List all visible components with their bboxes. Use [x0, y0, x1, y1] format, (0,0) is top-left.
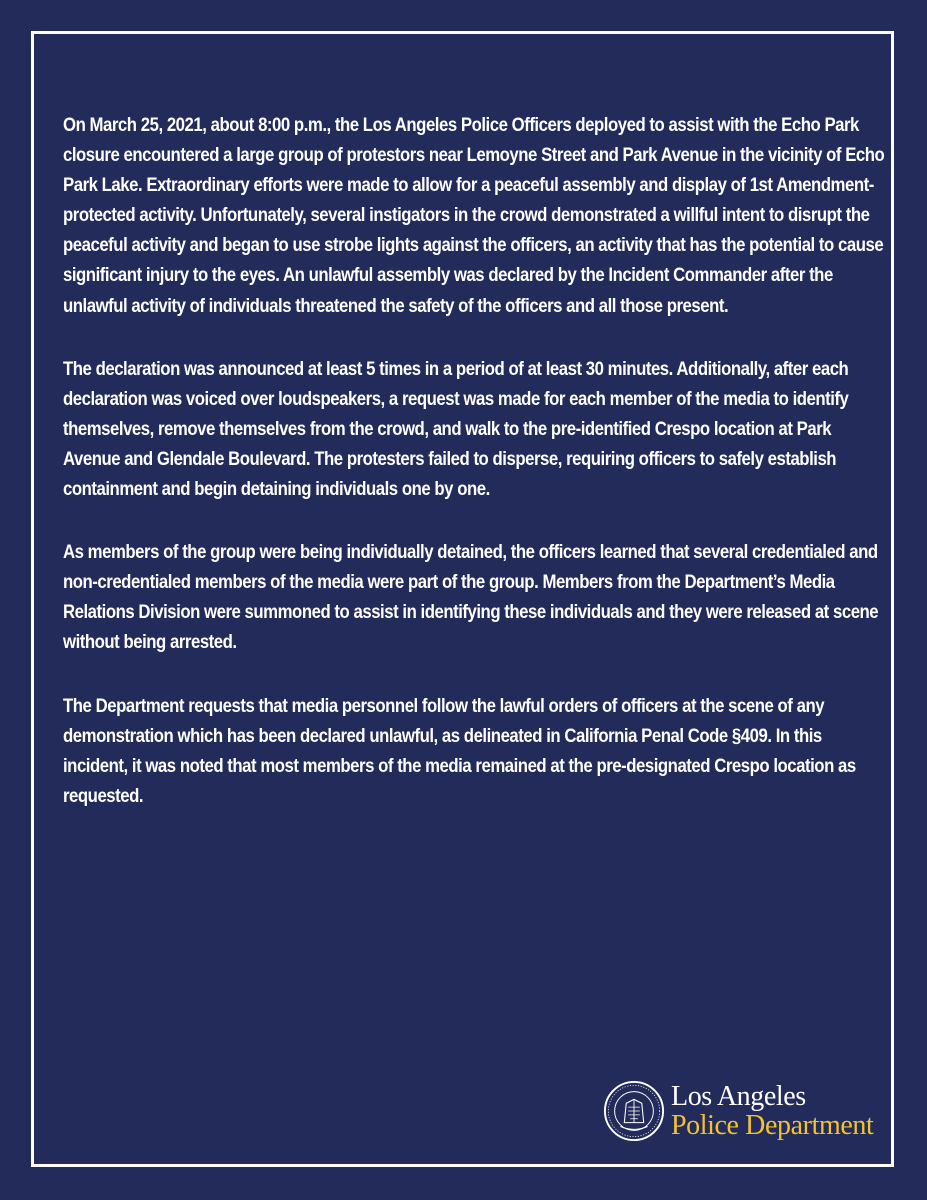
logo-line-department: Police Department — [671, 1110, 874, 1141]
lapd-seal-icon — [603, 1080, 665, 1142]
statement-paragraph-4: The Department requests that media personnel follow the lawful orders of officers at the scene of any demonstration which has been declared unlawful, as delineated in California Penal Code §409. In this incident, it was noted that most members of the media remained at the pre-designated Crespo location as requested. — [63, 694, 856, 807]
statement-paragraph-1: On March 25, 2021, about 8:00 p.m., the Los Angeles Police Officers deployed to assist with the Echo Park closure encountered a large group of protestors near Lemoyne Street and Park Avenue in the vicinity of Echo Park Lake. Extraordinary efforts were made to allow for a peaceful assembly and display of 1st Amendment-protected activity. Unfortunately, several instigators in the crowd demonstrated a willful intent to disrupt the peaceful activity and began to use strobe lights against the officers, an activity that has the potential to cause significant injury to the eyes. An unlawful assembly was declared by the Incident Commander after the unlawful activity of individuals threatened the safety of the officers and all those present. — [63, 114, 885, 317]
lapd-logo — [603, 1080, 873, 1152]
statement-paragraph-2: The declaration was announced at least 5 times in a period of at least 30 minutes. Additionally, after each declaration was voiced over loudspeakers, a request was made for each member of the media to identify themselves, remove themselves from the crowd, and walk to the pre-identified Crespo location at Park Avenue and Glendale Boulevard. The protesters failed to disperse, requiring officers to safely establish containment and begin detaining individuals one by one. — [63, 357, 849, 501]
logo-line-city: Los Angeles — [671, 1081, 806, 1112]
press-statement — [63, 110, 891, 844]
statement-paragraph-3: As members of the group were being individually detained, the officers learned that several credentialed and non-credentialed members of the media were part of the group. Members from the Department’s Media Relations Division were summoned to assist in identifying these individuals and they were released at scene without being arrested. — [63, 541, 879, 654]
lapd-wordmark — [671, 1082, 873, 1140]
